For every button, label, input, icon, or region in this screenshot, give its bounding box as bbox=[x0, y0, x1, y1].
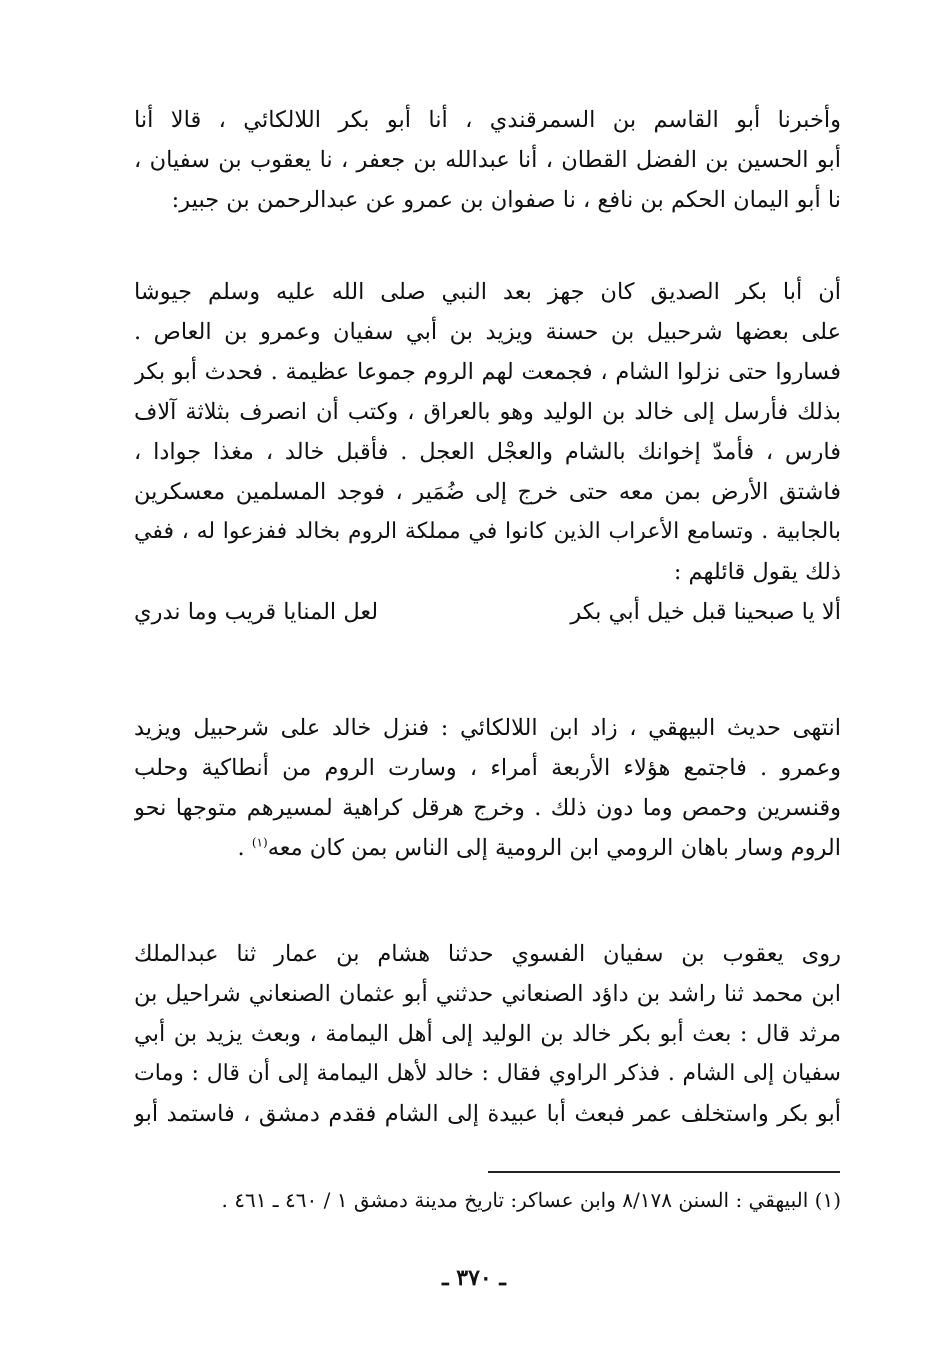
narrative-paragraph bbox=[134, 272, 841, 632]
text-line: ذلك يقول قائلهم : bbox=[673, 559, 841, 585]
footnote-marker: (١) bbox=[251, 835, 268, 850]
text-line: فارس ، فأمدّ إخوانك بالشام والعجْل العجل . فأقبل خالد ، مغذا جوادا ، bbox=[134, 439, 841, 465]
text-line: نا أبو اليمان الحكم بن نافع ، نا صفوان بن عمرو عن عبدالرحمن بن جبير: bbox=[171, 187, 841, 213]
text-line: وقنسرين وحمص وما دون ذلك . وخرج هرقل كراهية لمسيرهم متوجها نحو bbox=[134, 795, 841, 821]
text-line: بالجابية . وتسامع الأعراب الذين كانوا في مملكة الروم بخالد ففزعوا له ، ففي bbox=[134, 519, 841, 544]
text-line: وأخبرنا أبو القاسم بن السمرقندي ، أنا أبو بكر اللالكائي ، قالا أنا bbox=[134, 107, 841, 133]
poetry-verse bbox=[134, 592, 841, 632]
page-number: ـ ٣٧٠ ـ bbox=[442, 1265, 506, 1291]
text-line: مرثد قال : بعث أبو بكر خالد بن الوليد إلى أهل اليمامة ، وبعث يزيد بن أبي bbox=[134, 1021, 841, 1047]
footnote-divider bbox=[488, 1171, 840, 1173]
text-line: أن أبا بكر الصديق كان جهز بعد النبي صلى الله عليه وسلم جيوشا bbox=[134, 279, 841, 305]
verse-first-hemistich: ألا يا صبحينا قبل خيل أبي بكر bbox=[570, 599, 841, 625]
text-line: أبو بكر واستخلف عمر فبعث أبا عبيدة إلى الشام فقدم دمشق ، فاستمد أبو bbox=[134, 1101, 841, 1127]
text-line-content: الروم وسار باهان الرومي ابن الرومية إلى الناس بمن كان معه bbox=[267, 835, 841, 861]
verse-second-hemistich: لعل المنايا قريب وما ندري bbox=[134, 599, 379, 625]
footnote: (١) البيهقي : السنن ٨/١٧٨ وابن عساكر: تاريخ مدينة دمشق ١ / ٤٦٠ ـ ٤٦١ . bbox=[221, 1188, 841, 1212]
baihaqi-paragraph bbox=[134, 708, 841, 868]
text-line: ابن محمد ثنا راشد بن داؤد الصنعاني حدثني أبو عثمان الصنعاني شراحيل بن bbox=[134, 981, 841, 1007]
text-line: بذلك فأرسل إلى خالد بن الوليد وهو بالعراق ، وكتب أن انصرف بثلاثة آلاف bbox=[134, 399, 841, 425]
yaqub-paragraph bbox=[134, 934, 841, 1134]
text-line: وعمرو . فاجتمع هؤلاء الأربعة أمراء ، وسارت الروم من أنطاكية وحلب bbox=[134, 755, 841, 781]
text-line bbox=[134, 828, 841, 868]
text-line: روى يعقوب بن سفيان الفسوي حدثنا هشام بن عمار ثنا عبدالملك bbox=[134, 941, 841, 967]
isnad-paragraph-1 bbox=[134, 100, 841, 220]
text-line: فساروا حتى نزلوا الشام ، فجمعت لهم الروم جموعا عظيمة . فحدث أبو بكر bbox=[134, 359, 841, 385]
text-line: على بعضها شرحبيل بن حسنة ويزيد بن أبي سفيان وعمرو بن العاص . bbox=[134, 319, 841, 345]
text-line: أبو الحسين بن الفضل القطان ، أنا عبدالله بن جعفر ، نا يعقوب بن سفيان ، bbox=[134, 147, 841, 173]
text-line: فاشتق الأرض بمن معه حتى خرج إلى ضُمَير ، فوجد المسلمين معسكرين bbox=[134, 479, 841, 505]
end-punctuation: . bbox=[237, 835, 252, 861]
text-line: انتهى حديث البيهقي ، زاد ابن اللالكائي : فنزل خالد على شرحبيل ويزيد bbox=[134, 715, 841, 741]
text-line: سفيان إلى الشام . فذكر الراوي فقال : خالد لأهل اليمامة إلى أن قال : ومات bbox=[134, 1061, 841, 1086]
